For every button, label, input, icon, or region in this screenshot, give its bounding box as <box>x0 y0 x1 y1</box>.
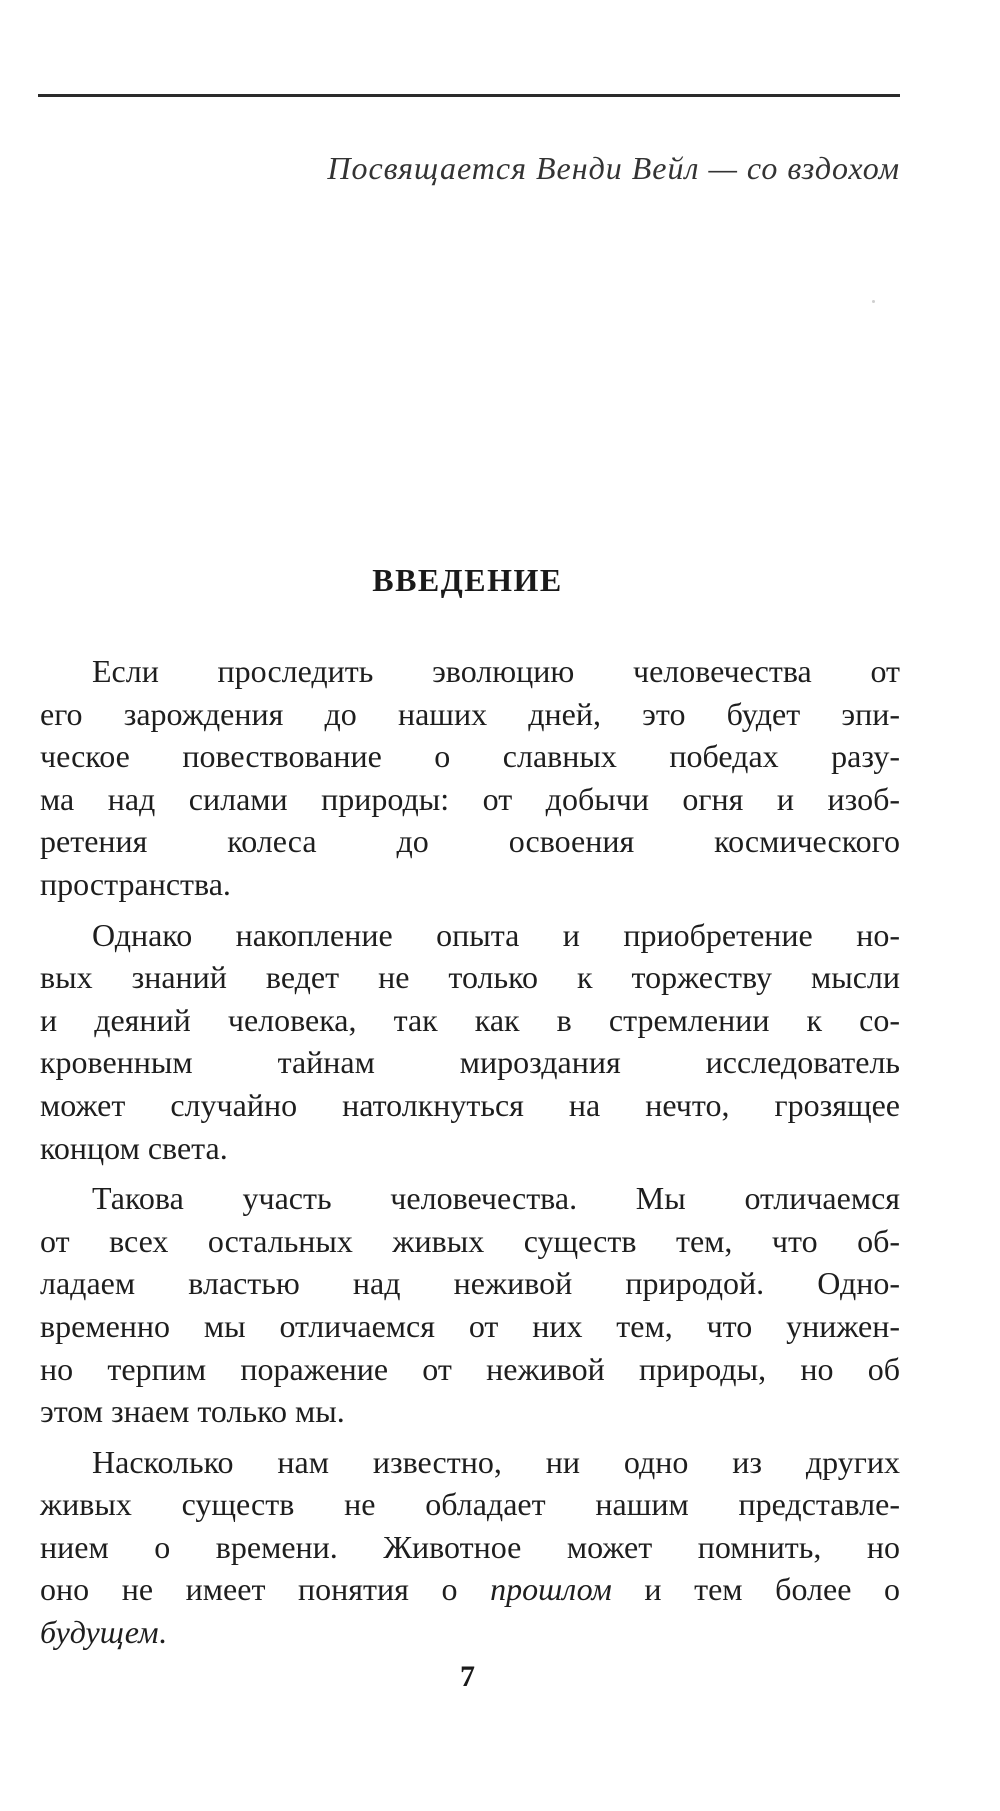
body-text <box>40 650 900 1654</box>
text-line: его зарождения до наших дней, это будет эпи- <box>40 695 900 732</box>
text-line: Если проследить эволюцию человечества от <box>92 653 900 689</box>
text-line: ретения колеса до освоения космического <box>40 823 900 860</box>
text-line: Такова участь человечества. Мы отличаемся <box>92 1180 900 1217</box>
text-line: живых существ не обладает нашим представле- <box>40 1486 900 1523</box>
text-line: Насколько нам известно, ни одно из других <box>92 1443 900 1480</box>
chapter-title: ВВЕДЕНИЕ <box>372 562 563 598</box>
text-line: ма над силами природы: от добычи огня и изоб- <box>40 780 900 817</box>
text-line: кровенным тайнам мироздания исследователь <box>40 1044 900 1081</box>
text-line <box>40 1568 900 1611</box>
page-number: 7 <box>460 1660 475 1693</box>
text-line: временно мы отличаемся от них тем, что унижен- <box>40 1307 900 1344</box>
text-line: Однако накопление опыта и приобретение но- <box>92 916 900 953</box>
text-segment: оно не имеет понятия о <box>40 1571 491 1608</box>
text-line: нием о времени. Животное может помнить, но <box>40 1528 900 1565</box>
text-line: этом знаем только мы. <box>40 1393 345 1430</box>
text-line: ческое повествование о славных победах разу- <box>40 738 900 775</box>
text-segment: и тем более о <box>611 1571 900 1608</box>
italic-word: будущем <box>40 1614 159 1651</box>
paragraph <box>40 650 900 906</box>
italic-word: прошлом <box>490 1571 612 1608</box>
text-line: но терпим поражение от неживой природы, но об <box>40 1350 900 1387</box>
text-line <box>40 1611 900 1654</box>
text-line: вых знаний ведет не только к торжеству мысли <box>40 959 900 996</box>
text-line: концом света. <box>40 1129 228 1166</box>
paragraph <box>40 1177 900 1433</box>
dedication: Посвящается Венди Вейл — со вздохом <box>327 150 900 186</box>
text-line: ладаем властью над неживой природой. Одно- <box>40 1265 900 1302</box>
text-segment: . <box>158 1614 167 1651</box>
paragraph <box>40 914 900 1170</box>
paragraph <box>40 1441 900 1654</box>
top-rule <box>38 94 900 97</box>
text-line: от всех остальных живых существ тем, что об- <box>40 1222 900 1259</box>
text-line: может случайно натолкнуться на нечто, грозящее <box>40 1086 900 1123</box>
paper-speck <box>872 300 875 303</box>
text-line: пространства. <box>40 865 231 902</box>
text-line: и деяний человека, так как в стремлении к со- <box>40 1001 900 1038</box>
